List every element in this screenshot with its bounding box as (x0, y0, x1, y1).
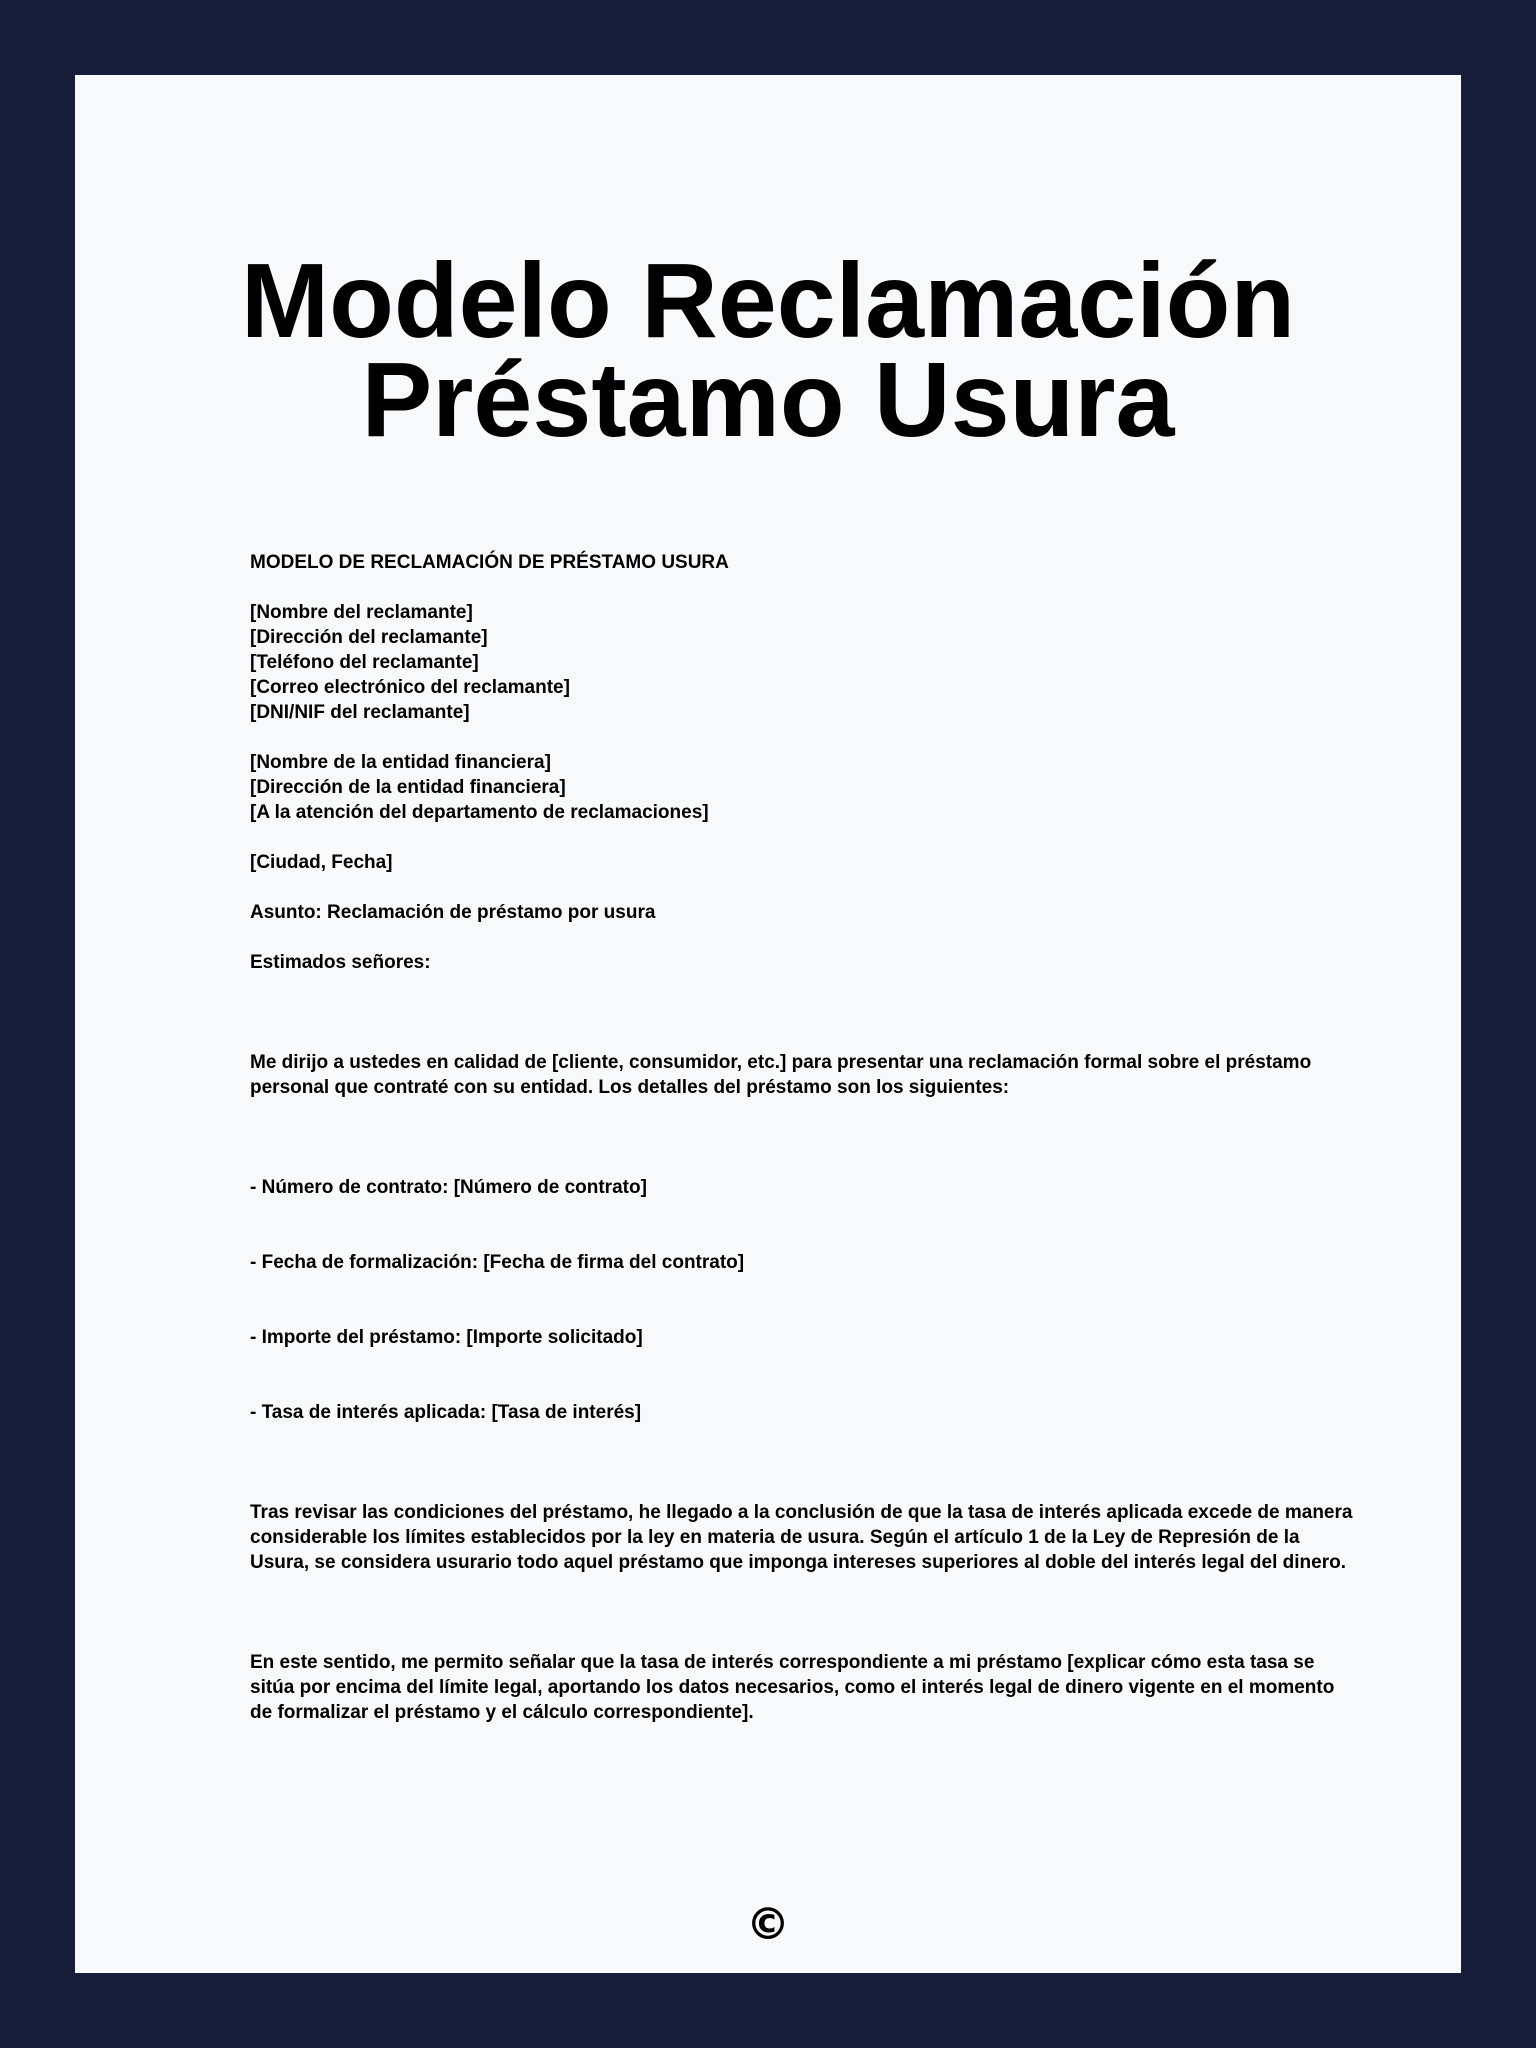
subject-line: Asunto: Reclamación de préstamo por usura (250, 902, 656, 923)
greeting: Estimados señores: (250, 952, 431, 973)
document-heading: MODELO DE RECLAMACIÓN DE PRÉSTAMO USURA (250, 552, 729, 573)
detail-interest-rate: - Tasa de interés aplicada: [Tasa de interés] (250, 1402, 642, 1423)
title-line-2: Préstamo Usura (361, 341, 1175, 459)
city-date: [Ciudad, Fecha] (250, 852, 393, 873)
detail-formalization-date: - Fecha de formalización: [Fecha de firma del contrato] (250, 1252, 745, 1273)
entity-block: [Nombre de la entidad financiera] [Dirección de la entidad financiera] [A la atención del departamento de reclamaciones] (250, 752, 709, 823)
intro-paragraph: Me dirijo a ustedes en calidad de [cliente, consumidor, etc.] para presentar una reclamación formal sobre el préstamo personal que contraté con su entidad. Los detalles del préstamo son los siguientes: (250, 1052, 1312, 1098)
document-body (250, 550, 1360, 1725)
detail-loan-amount: - Importe del préstamo: [Importe solicitado] (250, 1327, 643, 1348)
copyright-icon: © (746, 1899, 790, 1950)
claimant-block: [Nombre del reclamante] [Dirección del reclamante] [Teléfono del reclamante] [Correo electrónico del reclamante] [DNI/NIF del reclamante] (250, 602, 570, 723)
review-paragraph: Tras revisar las condiciones del préstamo, he llegado a la conclusión de que la tasa de interés aplicada excede de manera considerable los límites establecidos por la ley en materia de usura. Según el artículo 1 de la Ley de Represión de la Usura, se considera usurario todo aquel préstamo que imponga intereses superiores al doble del interés legal del dinero. (250, 1502, 1353, 1573)
title-line-1: Modelo Reclamación (240, 242, 1296, 360)
detail-contract-number: - Número de contrato: [Número de contrato] (250, 1177, 647, 1198)
document-page (75, 75, 1461, 1973)
document-title (75, 242, 1461, 459)
rate-paragraph: En este sentido, me permito señalar que la tasa de interés correspondiente a mi préstamo [explicar cómo esta tasa se sitúa por encima del límite legal, aportando los datos necesarios, como el interés legal de dinero vigente en el momento de formalizar el préstamo y el cálculo correspondiente]. (250, 1652, 1335, 1723)
